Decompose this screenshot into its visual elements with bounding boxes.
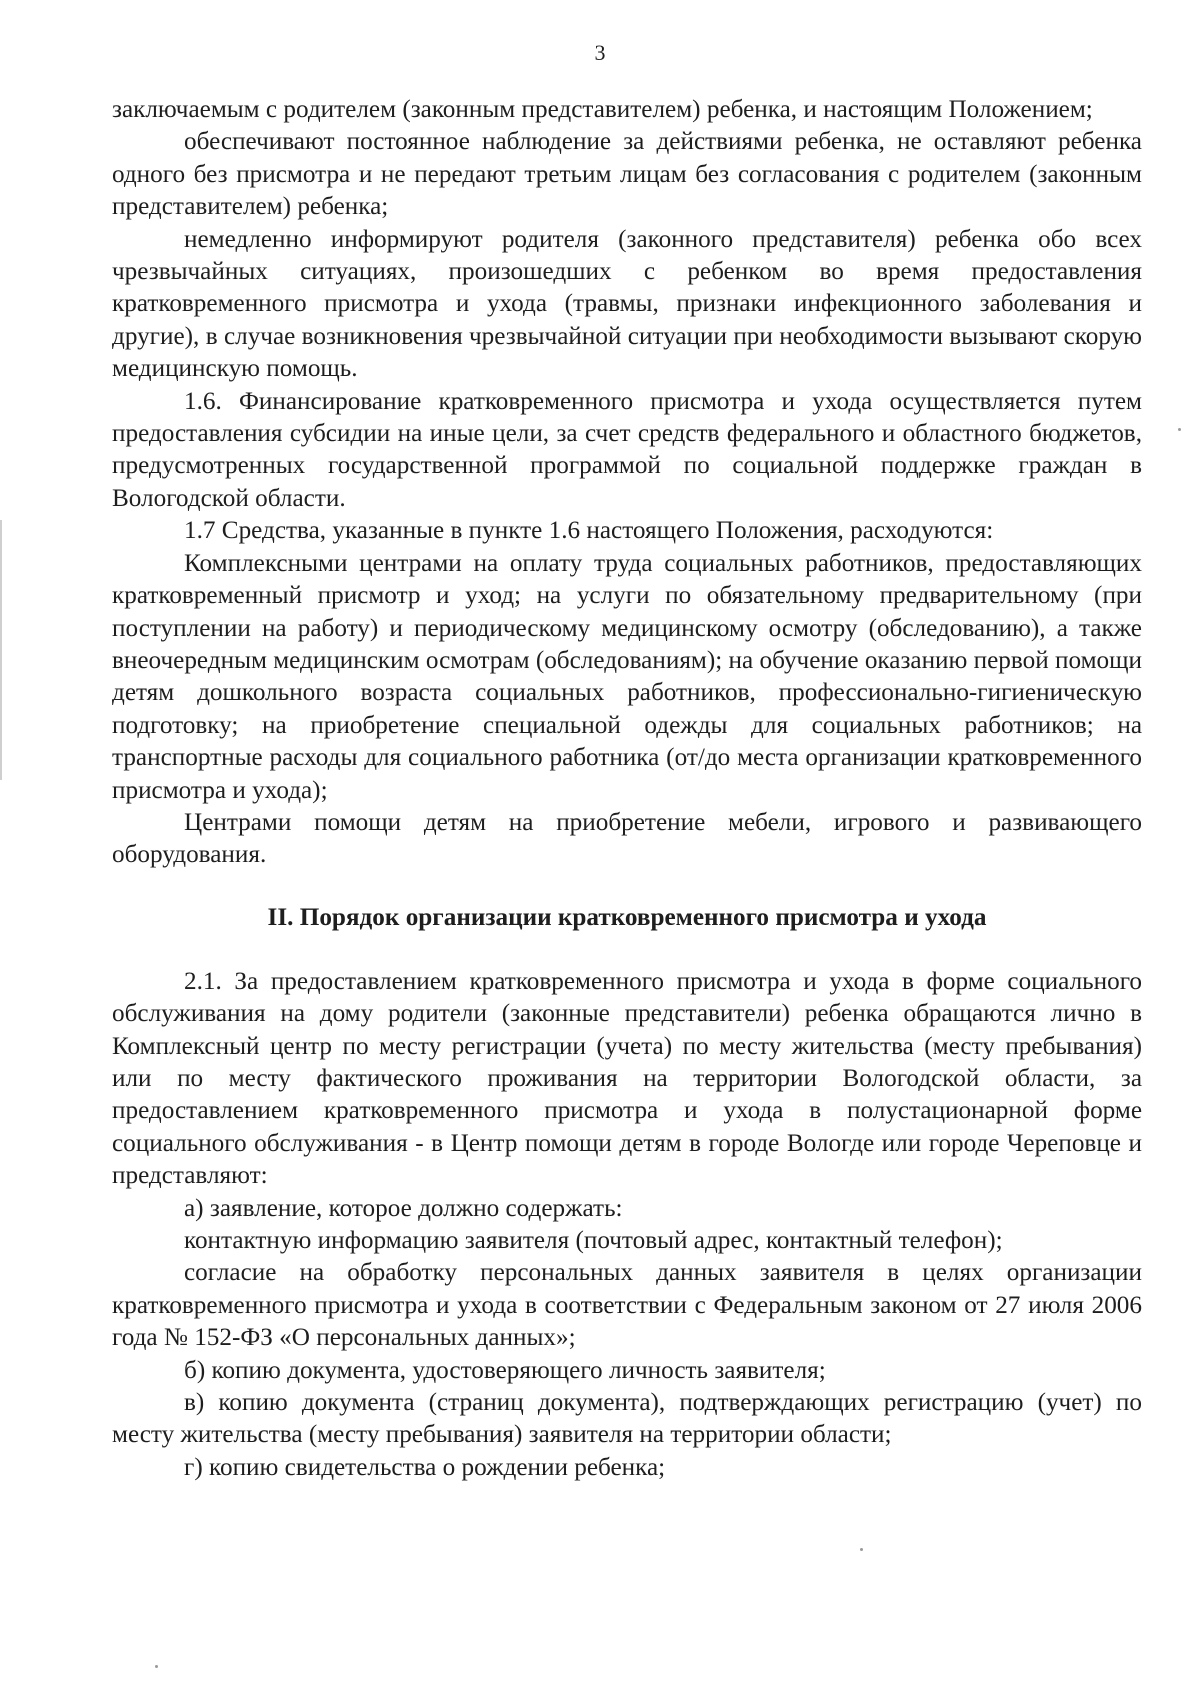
paragraph: в) копию документа (страниц документа), подтверждающих регистрацию (учет) по месту жительства (месту пребывания) заявителя на территории области;: [112, 1389, 1142, 1449]
page-number: 3: [594, 40, 606, 65]
scan-edge-mark: [0, 520, 2, 780]
paragraph: 1.6. Финансирование кратковременного присмотра и ухода осуществляется путем предоставления субсидии на иные цели, за счет средств федерального и областного бюджетов, предусмотренных государственной программой по социальной поддержке граждан в Вологодской области.: [112, 387, 1142, 512]
paragraph: обеспечивают постоянное наблюдение за действиями ребенка, не оставляют ребенка одного без присмотра и не передают третьим лицам без согласования с родителем (законным представителем) ребенка;: [112, 128, 1142, 221]
paragraph: заключаемым с родителем (законным представителем) ребенка, и настоящим Положением;: [112, 96, 1093, 123]
paragraph: Центрами помощи детям на приобретение мебели, игрового и развивающего оборудования.: [112, 808, 1142, 869]
paragraph: немедленно информируют родителя (законного представителя) ребенка обо всех чрезвычайных ситуациях, произошедших с ребенком во время предоставления кратковременного присмотра и ухода (травмы, признаки инфекционного заболевания и другие), в случае возникновения чрезвычайной ситуации при необходимости вызывают скорую медицинскую помощь.: [112, 225, 1142, 383]
scan-speck: [1178, 428, 1181, 431]
paragraph: а) заявление, которое должно содержать:: [184, 1194, 623, 1222]
paragraph: 1.7 Средства, указанные в пункте 1.6 настоящего Положения, расходуются:: [184, 517, 994, 545]
paragraph: согласие на обработку персональных данных заявителя в целях организации кратковременного присмотра и ухода в соответствии с Федеральным законом от 27 июля 2006 года № 152-ФЗ «О персональных данных»;: [112, 1259, 1142, 1352]
paragraph: г) копию свидетельства о рождении ребенка;: [184, 1453, 666, 1481]
section-heading: II. Порядок организации кратковременного присмотра и ухода: [267, 903, 987, 931]
paragraph: Комплексными центрами на оплату труда социальных работников, предоставляющих кратковременный присмотр и уход; на услуги по обязательному предварительному (при поступлении на работу) и периодическому медицинскому осмотру (обследованию), а также внеочередным медицинским осмотрам (обследованиям); на обучение оказанию первой помощи детям дошкольного возраста социальных работников, профессионально-гигиеническую подготовку; на приобретение специальной одежды для социальных работников; на транспортные расходы для социального работника (от/до места организации кратковременного присмотра и ухода);: [112, 549, 1142, 804]
scan-speck: [155, 1665, 158, 1668]
scan-speck: [860, 1548, 863, 1551]
paragraph: б) копию документа, удостоверяющего личность заявителя;: [184, 1356, 826, 1384]
document-body: [112, 94, 1142, 1484]
paragraph: 2.1. За предоставлением кратковременного присмотра и ухода в форме социального обслуживания на дому родители (законные представители) ребенка обращаются лично в Комплексный центр по месту регистрации (учета) по месту жительства (месту пребывания) или по месту фактического проживания на территории Вологодской области, за предоставлением кратковременного присмотра и ухода в полустационарной форме социального обслуживания - в Центр помощи детям в городе Вологде или городе Череповце и представляют:: [112, 967, 1142, 1190]
paragraph: контактную информацию заявителя (почтовый адрес, контактный телефон);: [184, 1227, 1003, 1254]
